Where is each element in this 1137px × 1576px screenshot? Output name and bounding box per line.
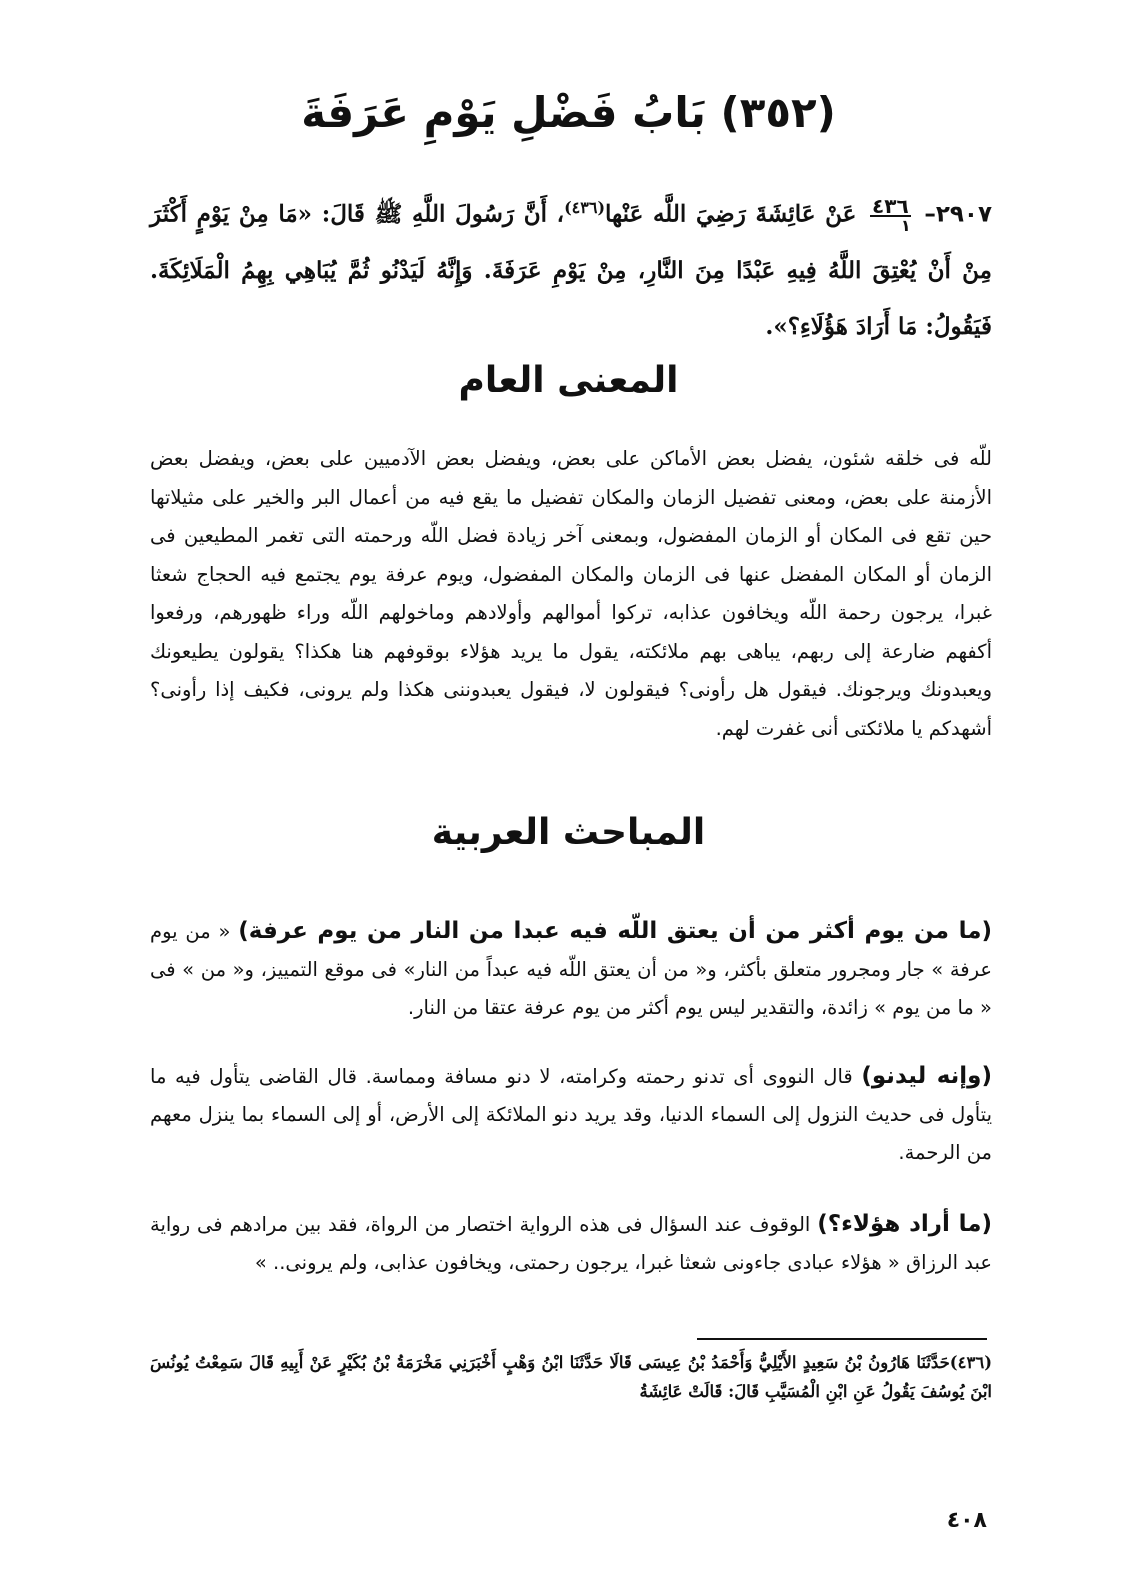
arabic-topic-paragraph	[150, 1205, 992, 1282]
topic-explanation: الوقوف عند السؤال فى هذه الرواية اختصار من الرواة، فقد بين مرادهم فى رواية عبد الرزاق « هؤلاء عبادى جاءونى شعثا غبرا، يرجون رحمتى، ويخافون عذابى، ولم يرونى.. »	[150, 1213, 992, 1274]
cross-reference-top: ٤٣٦	[872, 193, 909, 218]
hadith-text-part1: عَنْ عَائِشَةَ رَضِيَ اللَّه عَنْها	[605, 200, 857, 228]
general-meaning-heading: المعنى العام	[458, 360, 679, 401]
general-meaning-text: للّه فى خلقه شئون، يفضل بعض الأماكن على بعض، ويفضل بعض الآدميين على بعض، ويفضل بعض الأزمنة على بعض، ومعنى تفضيل الزمان والمكان تفضيل ما يقع فيه من أعمال البر والخير على مثيلاتها حين تقع فى المكان أو الزمان المفضول، وبمعنى آخر زيادة فضل اللّه ورحمته التى تغمر المطيعين فى الزمان أو المكان المفضل عنها فى الزمان والمكان المفضول، ويوم عرفة يوم يجتمع فيه الحجاج شعثا غبرا، يرجون رحمة اللّه ويخافون عذابه، تركوا أموالهم وأولادهم وماخولهم اللّه وراء ظهورهم، ورفعوا أكفهم ضارعة إلى ربهم، يباهى بهم ملائكته، يقول ما يريد هؤلاء بوقوفهم هنا هكذا؟ يقولون يطيعونك ويعبدونك ويرجونك. فيقول هل رأونى؟ فيقولون لا، فيقول يعبدوننى هكذا ولم يرونى، فكيف إذا رأونى؟ أشهدكم يا ملائكتى أنى غفرت لهم.	[150, 447, 992, 740]
cross-reference-bottom: ١	[900, 215, 911, 235]
footnote: (٤٣٦)حَدَّثَنَا هَارُونُ بْنُ سَعِيدٍ الأَيْلِيُّ وَأَحْمَدُ بْنُ عِيسَى قَالَا حَدَّثَنَا ابْنُ وَهْبٍ أَخْبَرَنِي مَخْرَمَةُ بْنُ بُكَيْرٍ عَنْ أَبِيهِ قَالَ سَمِعْتُ يُونُسَ ابْنَ يُوسُفَ يَقُولُ عَنِ ابْنِ الْمُسَيَّبِ قَالَ: قَالَتْ عَائِشَةُ	[150, 1353, 992, 1401]
hadith-text	[150, 180, 992, 355]
topic-explanation: قال النووى أى تدنو رحمته وكرامته، لا دنو مسافة ومماسة. قال القاضى يتأول فيه ما يتأول فى حديث النزول إلى السماء الدنيا، وقد يريد دنو الملائكة إلى الأرض، أو إلى السماء بما ينزل معهم من الرحمة.	[150, 1065, 992, 1164]
page-number: ٤٠٨	[946, 1508, 987, 1533]
hadith-text-part2: ، أَنَّ رَسُولَ اللَّهِ ﷺ قَالَ: «مَا مِنْ يَوْمٍ أَكْثَرَ مِنْ أَنْ يُعْتِقَ اللَّهُ فِيهِ عَبْدًا مِنَ النَّارِ، مِنْ يَوْمِ عَرَفَةَ. وَإِنَّهُ لَيَدْنُو ثُمَّ يُبَاهِي بِهِمُ الْمَلَائِكَةَ. فَيَقُولُ: مَا أَرَادَ هَؤُلَاءِ؟».	[150, 200, 992, 340]
hadith-cross-reference	[870, 193, 911, 235]
hadith-number: ٢٩٠٧–	[924, 201, 993, 228]
footnote-divider	[697, 1338, 987, 1340]
arabic-topic-paragraph	[150, 1057, 992, 1172]
topic-explanation: « من يوم عرفة » جار ومجرور متعلق بأكثر، و« من أن يعتق اللّه فيه عبداً من النار» فى موقع التمييز، و« من » فى « ما من يوم » زائدة، والتقدير ليس يوم أكثر من يوم عرفة عتقا من النار.	[150, 920, 992, 1019]
topic-term: (ما من يوم أكثر من أن يعتق اللّه فيه عبدا من النار من يوم عرفة)	[238, 918, 992, 944]
arabic-topics-heading: المباحث العربية	[431, 812, 706, 853]
topic-term: (وإنه ليدنو)	[861, 1063, 992, 1089]
arabic-topic-paragraph	[150, 912, 992, 1027]
chapter-title: (٣٥٢) بَابُ فَضْلِ يَوْمِ عَرَفَةَ	[301, 88, 836, 137]
footnote-reference: (٤٣٦)	[564, 198, 606, 217]
topic-term: (ما أراد هؤلاء؟)	[817, 1211, 992, 1237]
